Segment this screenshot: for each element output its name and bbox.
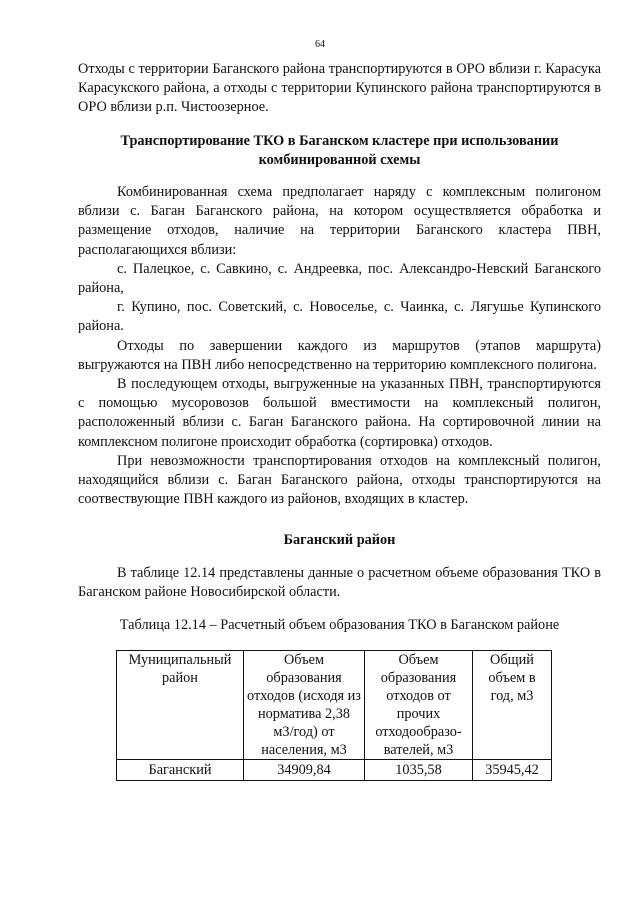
cell-other-volume: 1035,58	[365, 760, 473, 781]
header-population-volume: Объем образования отходов (исходя из норматива 2,38 м3/год) от населения, м3	[244, 651, 365, 760]
cell-total-volume: 35945,42	[473, 760, 552, 781]
district-heading: Баганский район	[283, 532, 396, 548]
table-caption: Таблица 12.14 – Расчетный объем образования ТКО в Баганском районе	[119, 617, 560, 633]
header-other-volume: Объем образования отходов от прочих отходообразо- вателей, м3	[365, 651, 473, 760]
district-paragraph: В таблице 12.14 представлены данные о расчетном объеме образования ТКО в Баганском районе Новосибирской области.	[78, 565, 601, 601]
page-number: 64	[315, 39, 325, 50]
intro-block	[78, 60, 601, 118]
section-heading-block	[78, 132, 601, 170]
paragraph: г. Купино, пос. Советский, с. Новоселье, с. Чаинка, с. Лягушье Купинского района.	[78, 299, 601, 335]
paragraph: В последующем отходы, выгруженные на указанных ПВН, транспортируются с помощью мусоровозов большой вместимости на комплексный полигон, расположенный вблизи с. Баган Баганского района. На сортировочной линии на комплексном полигоне происходит обработка (сортировка) отходов.	[78, 376, 601, 450]
scheme-description	[78, 183, 601, 509]
header-total-volume: Общий объем в год, м3	[473, 651, 552, 760]
cell-population-volume: 34909,84	[244, 760, 365, 781]
section-heading: Транспортирование ТКО в Баганском кластере при использовании комбинированной схемы	[120, 133, 559, 169]
cell-district: Баганский	[117, 760, 244, 781]
paragraph: Отходы по завершении каждого из маршрутов (этапов маршрута) выгружаются на ПВН либо непосредственно на территорию комплексного полигона.	[78, 337, 601, 373]
table-header-row	[117, 651, 552, 760]
paragraph: с. Палецкое, с. Савкино, с. Андреевка, пос. Александро-Невский Баганского района,	[78, 260, 601, 297]
district-heading-block	[78, 531, 601, 550]
paragraph: Комбинированная схема предполагает наряду с комплексным полигоном вблизи с. Баган Баганского района, на котором осуществляется обработка и размещение отходов, наличие на территории Баганского кластера ПВН, располагающихся вблизи:	[78, 184, 601, 258]
table-row	[117, 760, 552, 781]
waste-volume-table	[116, 650, 552, 781]
intro-paragraph: Отходы с территории Баганского района транспортируются в ОРО вблизи г. Карасука Карасукского района, а отходы с территории Купинского района транспортируются в ОРО вблизи р.п. Чистоозерное.	[78, 61, 601, 116]
paragraph: При невозможности транспортирования отходов на комплексный полигон, находящийся вблизи с. Баган Баганского района, отходы транспортируются на соотвествующие ПВН каждого из районов, входящих в кластер.	[78, 452, 601, 508]
header-municipal-district: Муниципальный район	[117, 651, 244, 760]
district-block	[78, 564, 601, 602]
